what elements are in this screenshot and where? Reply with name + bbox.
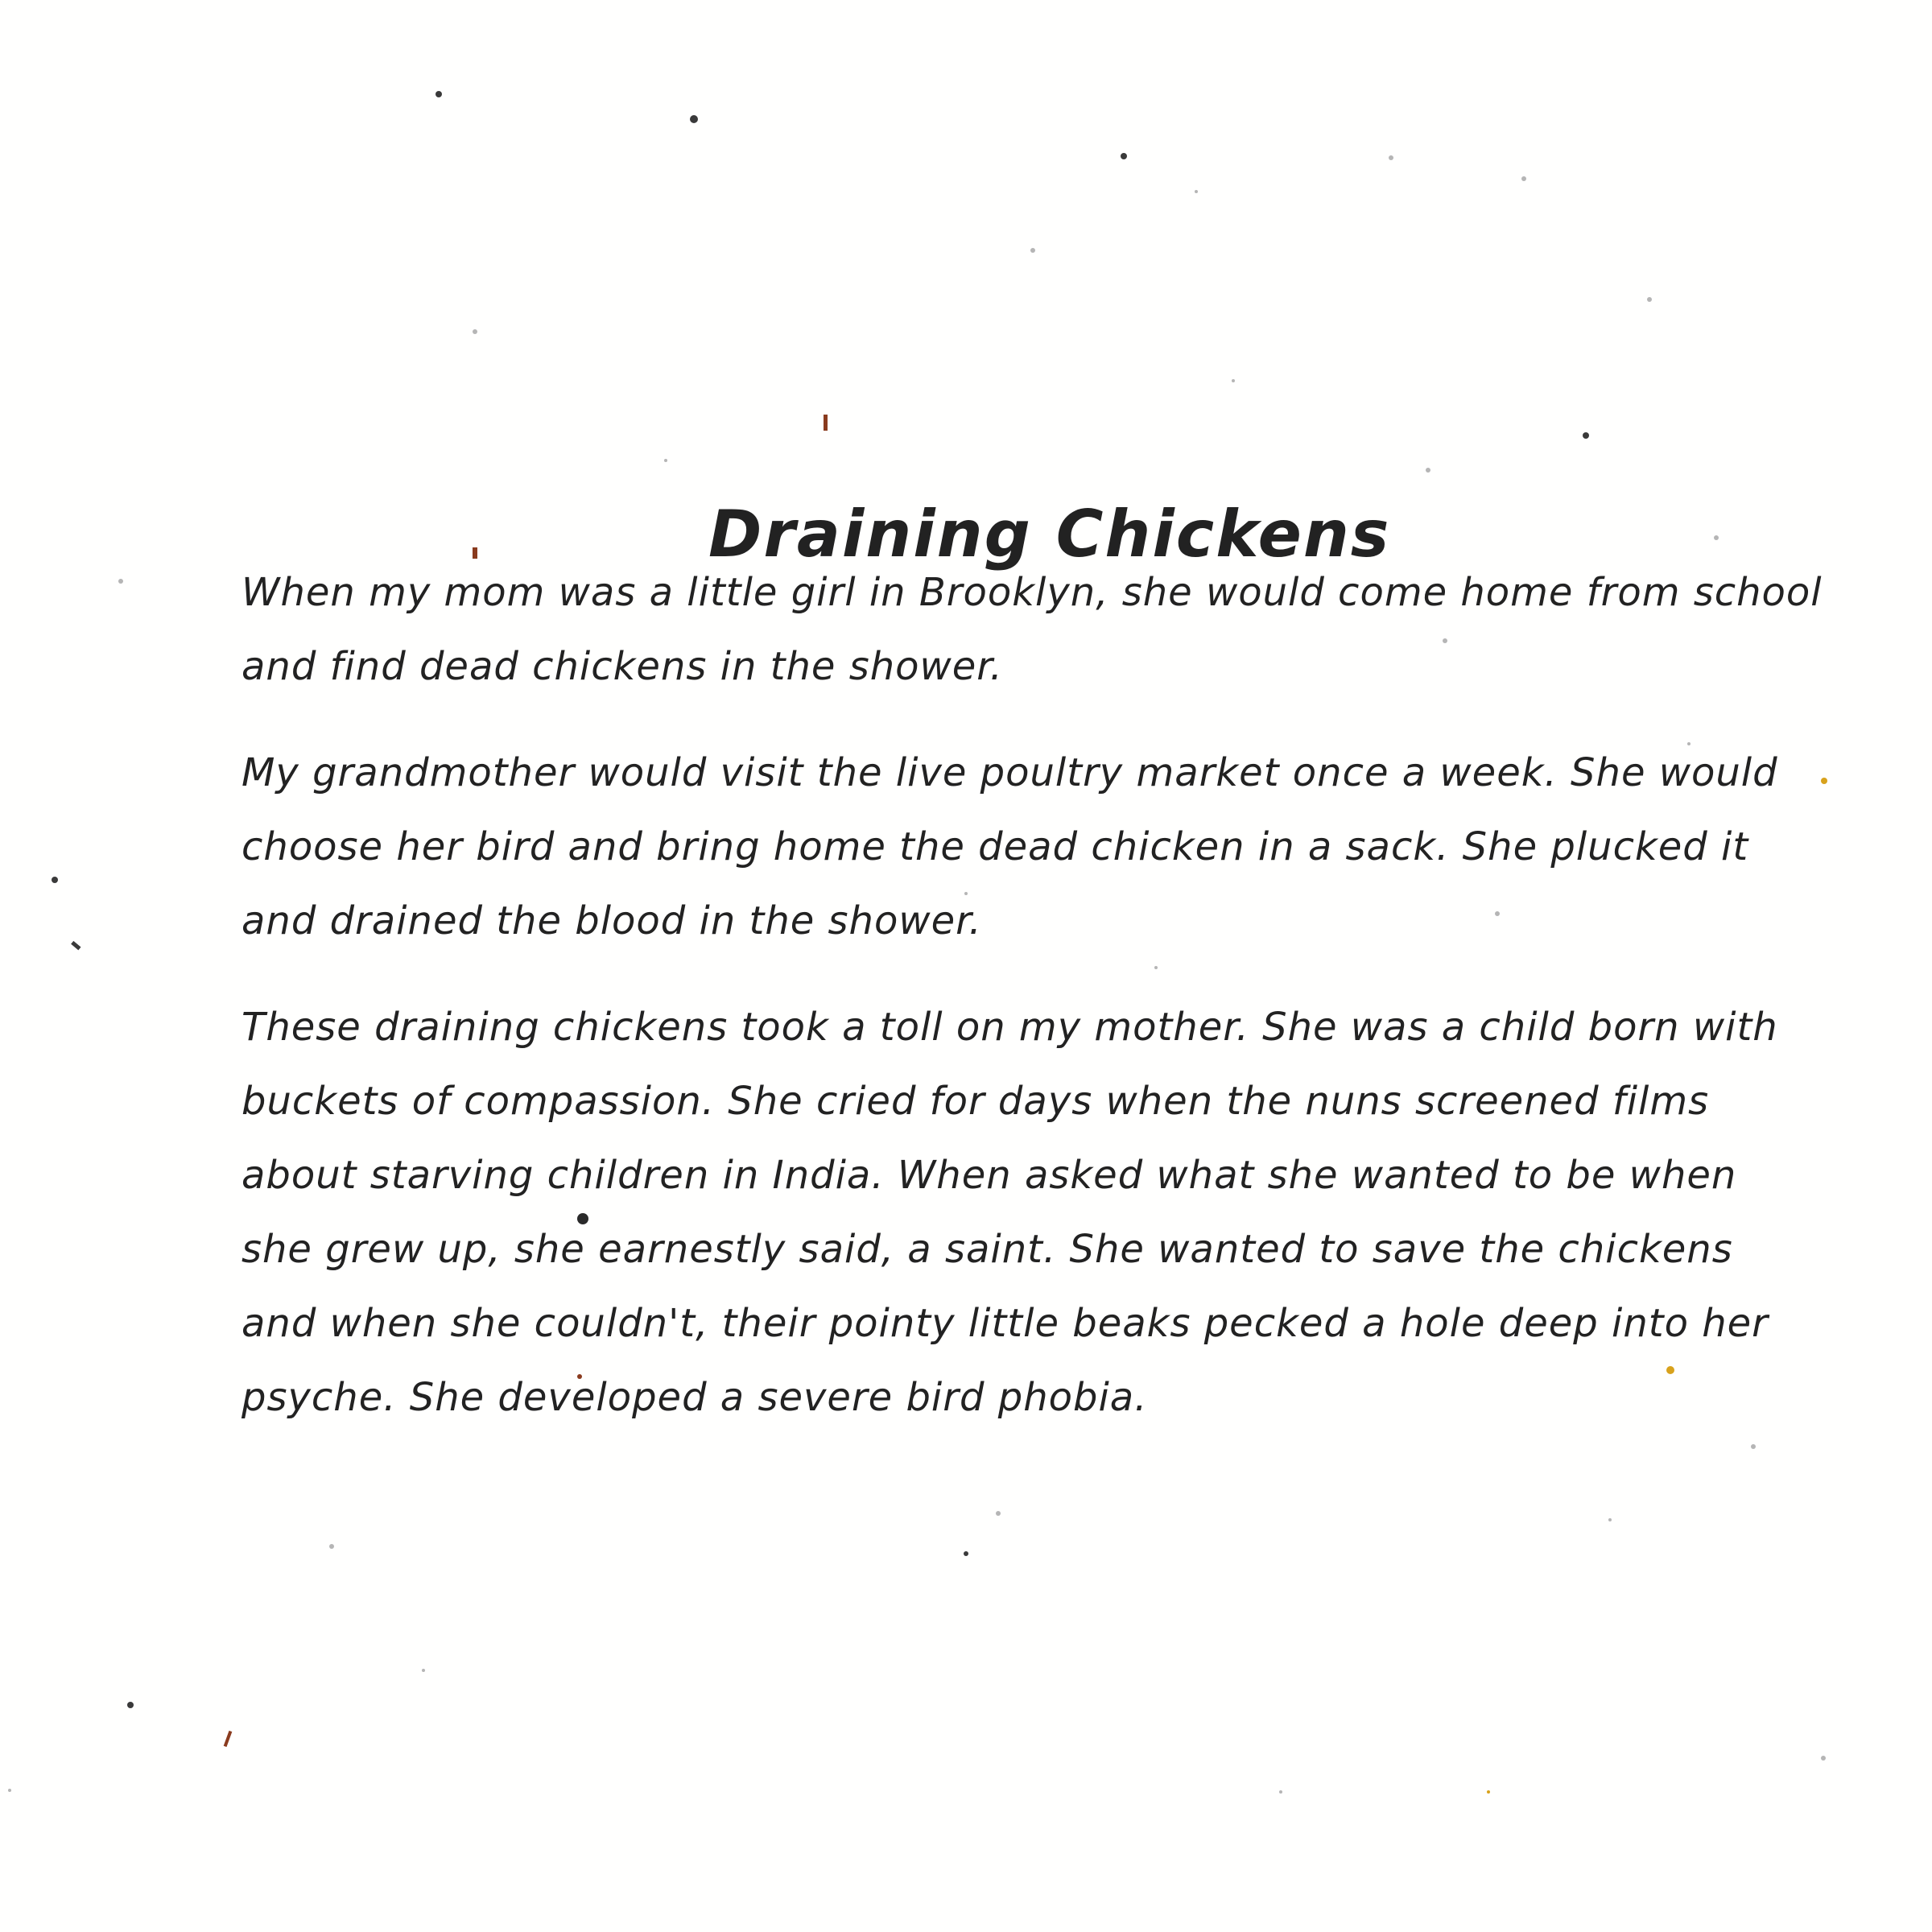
text-line: and drained the blood in the shower. bbox=[242, 898, 982, 943]
speck bbox=[1751, 1444, 1756, 1449]
speck bbox=[1714, 535, 1719, 540]
speck bbox=[664, 459, 667, 462]
text-line: she grew up, she earnestly said, a saint. She wanted to save the chickens bbox=[242, 1227, 1733, 1272]
text-line: psyche. She developed a severe bird phobia. bbox=[242, 1375, 1148, 1420]
paragraph-1 bbox=[242, 555, 1823, 704]
speck bbox=[964, 1551, 968, 1556]
story-body bbox=[242, 555, 1823, 1467]
speck bbox=[1279, 1790, 1282, 1794]
speck bbox=[422, 1669, 425, 1672]
text-line: buckets of compassion. She cried for days when the nuns screened films bbox=[242, 1079, 1710, 1124]
text-line: and when she couldn't, their pointy little beaks pecked a hole deep into her bbox=[242, 1301, 1769, 1346]
speck bbox=[1426, 468, 1430, 473]
speck bbox=[1389, 155, 1393, 160]
text-line: about starving children in India. When asked what she wanted to be when bbox=[242, 1153, 1737, 1198]
speck bbox=[1608, 1518, 1612, 1521]
speck bbox=[473, 329, 477, 334]
speck bbox=[1232, 379, 1235, 382]
speck bbox=[52, 877, 58, 883]
speck bbox=[1821, 778, 1827, 784]
text-line: and find dead chickens in the shower. bbox=[242, 644, 1003, 689]
speck bbox=[1121, 153, 1127, 159]
speck bbox=[436, 91, 442, 97]
speck bbox=[118, 579, 123, 584]
text-line: choose her bird and bring home the dead chicken in a sack. She plucked it bbox=[242, 824, 1749, 869]
speck bbox=[71, 941, 80, 951]
speck bbox=[996, 1511, 1001, 1516]
paragraph-3 bbox=[242, 990, 1778, 1435]
speck bbox=[1521, 176, 1526, 181]
speck bbox=[1487, 1790, 1490, 1794]
text-line: My grandmother would visit the live poultry market once a week. She would bbox=[242, 750, 1778, 795]
page-title: Draining Chickens bbox=[708, 496, 1391, 572]
text-line: These draining chickens took a toll on my mother. She was a child born with bbox=[242, 1005, 1778, 1050]
speck bbox=[1583, 432, 1589, 439]
speck bbox=[224, 1731, 233, 1747]
speck bbox=[1030, 248, 1035, 253]
speck bbox=[824, 415, 828, 431]
speck bbox=[1821, 1756, 1826, 1761]
text-line: When my mom was a little girl in Brooklyn, she would come home from school bbox=[242, 570, 1823, 615]
speck bbox=[329, 1544, 334, 1549]
speck bbox=[1195, 190, 1198, 193]
paragraph-2 bbox=[242, 736, 1778, 958]
speck bbox=[127, 1702, 134, 1708]
speck bbox=[690, 115, 698, 123]
speck bbox=[8, 1789, 11, 1792]
speck bbox=[1647, 297, 1652, 302]
